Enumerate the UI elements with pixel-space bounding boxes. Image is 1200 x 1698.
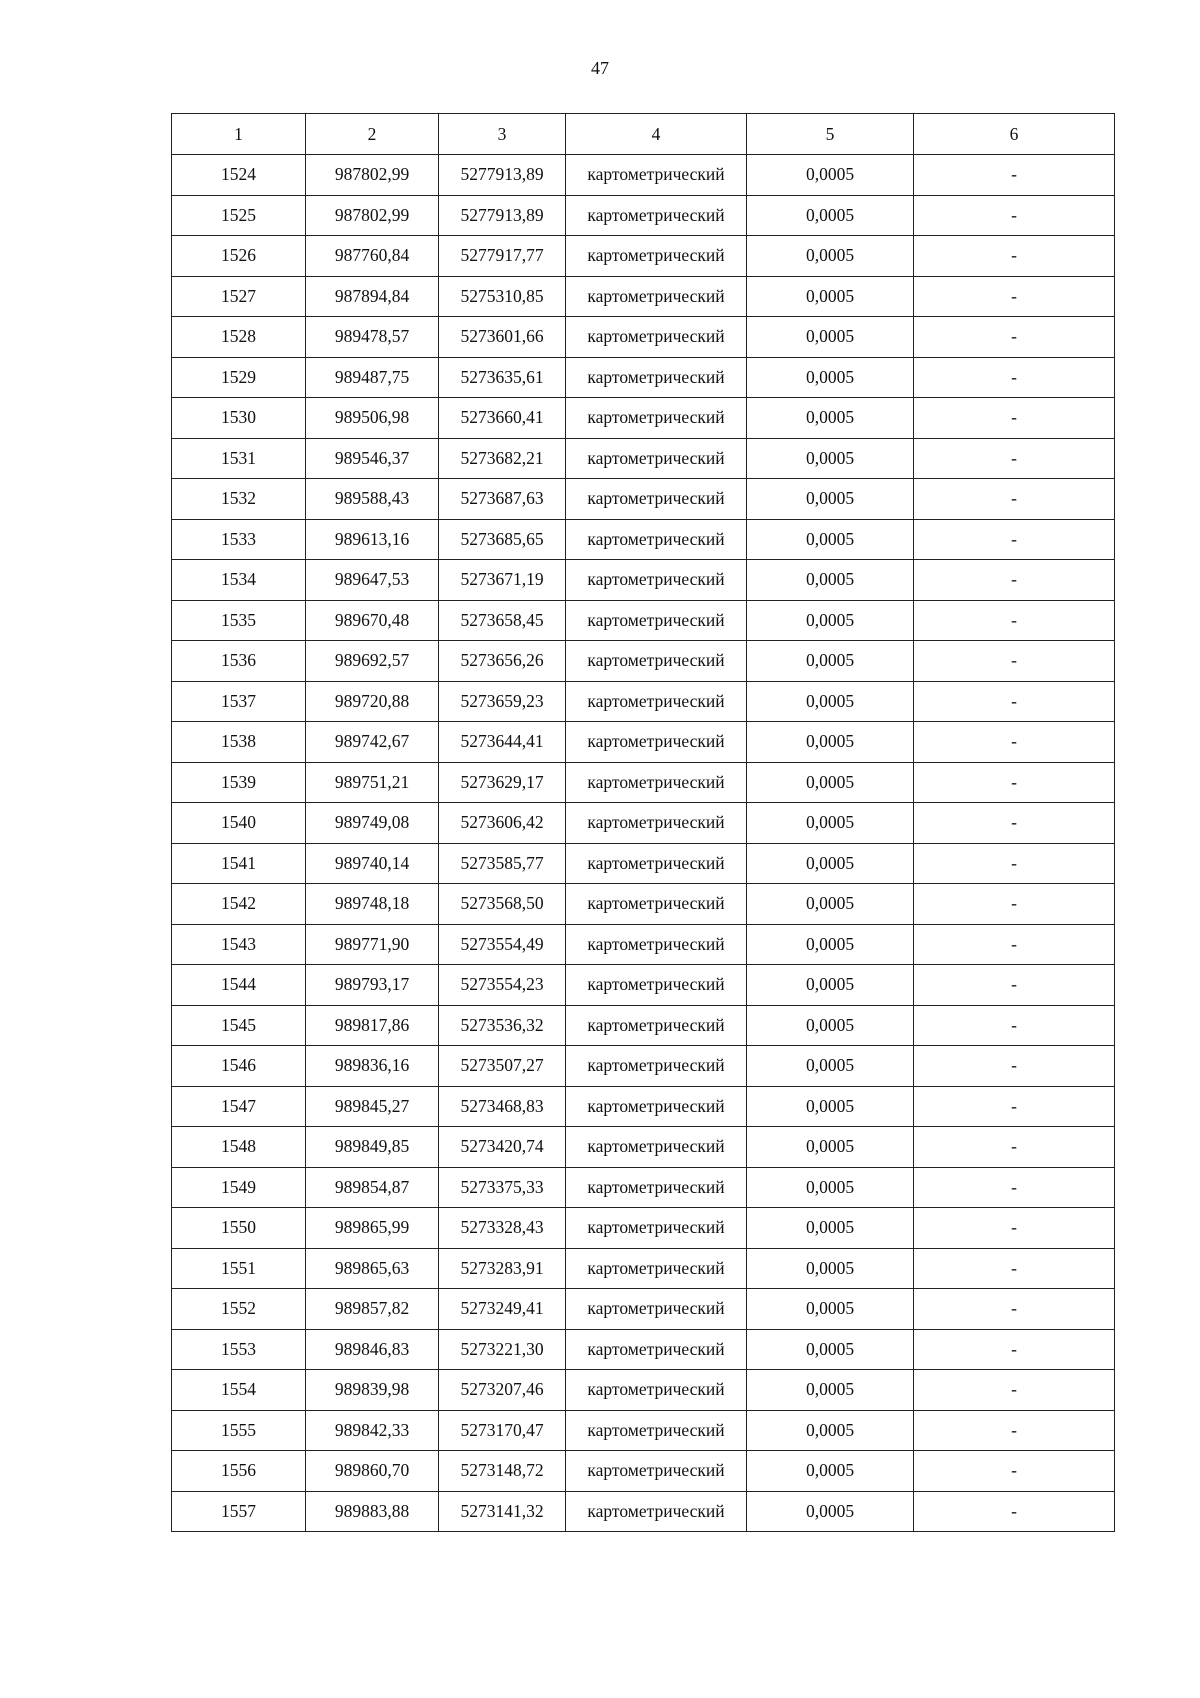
cell-coord-y: 5273568,50 — [439, 884, 566, 925]
cell-point-number: 1550 — [172, 1208, 306, 1249]
cell-point-number: 1544 — [172, 965, 306, 1006]
cell-accuracy: 0,0005 — [747, 317, 914, 358]
cell-method: картометрический — [566, 195, 747, 236]
cell-point-number: 1546 — [172, 1046, 306, 1087]
cell-description: - — [914, 519, 1115, 560]
cell-accuracy: 0,0005 — [747, 1167, 914, 1208]
cell-point-number: 1534 — [172, 560, 306, 601]
cell-coord-y: 5273659,23 — [439, 681, 566, 722]
cell-description: - — [914, 722, 1115, 763]
table-row — [172, 722, 1115, 763]
cell-description: - — [914, 1491, 1115, 1532]
cell-method: картометрический — [566, 1410, 747, 1451]
cell-coord-y: 5273249,41 — [439, 1289, 566, 1330]
cell-description: - — [914, 1208, 1115, 1249]
cell-description: - — [914, 195, 1115, 236]
cell-description: - — [914, 479, 1115, 520]
cell-description: - — [914, 681, 1115, 722]
cell-point-number: 1531 — [172, 438, 306, 479]
cell-coord-x: 989771,90 — [306, 924, 439, 965]
cell-accuracy: 0,0005 — [747, 357, 914, 398]
cell-coord-y: 5273328,43 — [439, 1208, 566, 1249]
table-row — [172, 398, 1115, 439]
cell-point-number: 1527 — [172, 276, 306, 317]
cell-coord-x: 989720,88 — [306, 681, 439, 722]
cell-coord-y: 5277913,89 — [439, 195, 566, 236]
cell-coord-x: 989865,63 — [306, 1248, 439, 1289]
cell-accuracy: 0,0005 — [747, 600, 914, 641]
cell-method: картометрический — [566, 1370, 747, 1411]
table-row — [172, 1167, 1115, 1208]
column-header-6: 6 — [914, 114, 1115, 155]
cell-point-number: 1554 — [172, 1370, 306, 1411]
cell-description: - — [914, 1127, 1115, 1168]
cell-accuracy: 0,0005 — [747, 398, 914, 439]
cell-coord-y: 5273682,21 — [439, 438, 566, 479]
cell-method: картометрический — [566, 681, 747, 722]
cell-coord-y: 5273685,65 — [439, 519, 566, 560]
cell-point-number: 1540 — [172, 803, 306, 844]
cell-point-number: 1533 — [172, 519, 306, 560]
cell-accuracy: 0,0005 — [747, 843, 914, 884]
cell-coord-y: 5273554,23 — [439, 965, 566, 1006]
cell-accuracy: 0,0005 — [747, 1046, 914, 1087]
column-header-3: 3 — [439, 114, 566, 155]
coordinates-table — [171, 113, 1115, 1532]
cell-coord-y: 5273554,49 — [439, 924, 566, 965]
cell-coord-y: 5273635,61 — [439, 357, 566, 398]
table-row — [172, 1491, 1115, 1532]
cell-description: - — [914, 1086, 1115, 1127]
cell-point-number: 1536 — [172, 641, 306, 682]
cell-method: картометрический — [566, 924, 747, 965]
cell-coord-x: 989846,83 — [306, 1329, 439, 1370]
cell-method: картометрический — [566, 519, 747, 560]
cell-coord-x: 989692,57 — [306, 641, 439, 682]
table-row — [172, 1046, 1115, 1087]
cell-coord-x: 989845,27 — [306, 1086, 439, 1127]
column-header-1: 1 — [172, 114, 306, 155]
cell-description: - — [914, 155, 1115, 196]
cell-accuracy: 0,0005 — [747, 1208, 914, 1249]
table-row — [172, 560, 1115, 601]
table-row — [172, 317, 1115, 358]
table-header — [172, 114, 1115, 155]
cell-method: картометрический — [566, 1167, 747, 1208]
cell-accuracy: 0,0005 — [747, 236, 914, 277]
cell-coord-x: 987802,99 — [306, 195, 439, 236]
cell-accuracy: 0,0005 — [747, 519, 914, 560]
cell-method: картометрический — [566, 1127, 747, 1168]
cell-method: картометрический — [566, 722, 747, 763]
cell-coord-y: 5273687,63 — [439, 479, 566, 520]
cell-coord-x: 989670,48 — [306, 600, 439, 641]
cell-description: - — [914, 1289, 1115, 1330]
table-row — [172, 1248, 1115, 1289]
cell-method: картометрический — [566, 236, 747, 277]
cell-description: - — [914, 317, 1115, 358]
cell-accuracy: 0,0005 — [747, 803, 914, 844]
cell-description: - — [914, 803, 1115, 844]
table-row — [172, 884, 1115, 925]
cell-coord-y: 5273141,32 — [439, 1491, 566, 1532]
cell-coord-x: 989748,18 — [306, 884, 439, 925]
cell-coord-y: 5273606,42 — [439, 803, 566, 844]
cell-point-number: 1539 — [172, 762, 306, 803]
table-row — [172, 236, 1115, 277]
cell-description: - — [914, 1046, 1115, 1087]
cell-method: картометрический — [566, 1046, 747, 1087]
table-row — [172, 1410, 1115, 1451]
cell-description: - — [914, 276, 1115, 317]
cell-description: - — [914, 641, 1115, 682]
cell-description: - — [914, 965, 1115, 1006]
table-row — [172, 681, 1115, 722]
cell-description: - — [914, 1410, 1115, 1451]
cell-coord-x: 989860,70 — [306, 1451, 439, 1492]
cell-point-number: 1549 — [172, 1167, 306, 1208]
cell-coord-x: 989857,82 — [306, 1289, 439, 1330]
cell-accuracy: 0,0005 — [747, 1127, 914, 1168]
cell-point-number: 1528 — [172, 317, 306, 358]
cell-coord-x: 987894,84 — [306, 276, 439, 317]
cell-description: - — [914, 600, 1115, 641]
cell-method: картометрический — [566, 317, 747, 358]
cell-accuracy: 0,0005 — [747, 1491, 914, 1532]
cell-point-number: 1555 — [172, 1410, 306, 1451]
cell-coord-y: 5273656,26 — [439, 641, 566, 682]
table-row — [172, 1289, 1115, 1330]
cell-accuracy: 0,0005 — [747, 884, 914, 925]
table-row — [172, 1127, 1115, 1168]
cell-accuracy: 0,0005 — [747, 722, 914, 763]
cell-coord-y: 5273629,17 — [439, 762, 566, 803]
cell-coord-x: 989487,75 — [306, 357, 439, 398]
cell-accuracy: 0,0005 — [747, 1451, 914, 1492]
table-row — [172, 479, 1115, 520]
cell-method: картометрический — [566, 1289, 747, 1330]
table-row — [172, 519, 1115, 560]
cell-accuracy: 0,0005 — [747, 965, 914, 1006]
cell-method: картометрический — [566, 560, 747, 601]
cell-coord-x: 989839,98 — [306, 1370, 439, 1411]
cell-coord-y: 5273644,41 — [439, 722, 566, 763]
cell-point-number: 1530 — [172, 398, 306, 439]
cell-point-number: 1552 — [172, 1289, 306, 1330]
cell-coord-y: 5273660,41 — [439, 398, 566, 439]
cell-coord-x: 989613,16 — [306, 519, 439, 560]
cell-coord-x: 989749,08 — [306, 803, 439, 844]
table-row — [172, 1208, 1115, 1249]
cell-coord-x: 989883,88 — [306, 1491, 439, 1532]
cell-coord-x: 989849,85 — [306, 1127, 439, 1168]
cell-accuracy: 0,0005 — [747, 479, 914, 520]
cell-coord-x: 989740,14 — [306, 843, 439, 884]
cell-method: картометрический — [566, 398, 747, 439]
cell-method: картометрический — [566, 155, 747, 196]
table-row — [172, 1086, 1115, 1127]
table-row — [172, 1005, 1115, 1046]
cell-coord-y: 5273207,46 — [439, 1370, 566, 1411]
cell-coord-x: 989478,57 — [306, 317, 439, 358]
page-number: 47 — [591, 58, 609, 78]
cell-description: - — [914, 1248, 1115, 1289]
cell-description: - — [914, 398, 1115, 439]
cell-coord-x: 989751,21 — [306, 762, 439, 803]
cell-coord-y: 5273536,32 — [439, 1005, 566, 1046]
cell-coord-y: 5273148,72 — [439, 1451, 566, 1492]
cell-coord-x: 989865,99 — [306, 1208, 439, 1249]
column-header-5: 5 — [747, 114, 914, 155]
cell-coord-x: 989588,43 — [306, 479, 439, 520]
cell-accuracy: 0,0005 — [747, 641, 914, 682]
cell-method: картометрический — [566, 438, 747, 479]
cell-coord-x: 989506,98 — [306, 398, 439, 439]
cell-point-number: 1535 — [172, 600, 306, 641]
table-row — [172, 438, 1115, 479]
cell-method: картометрический — [566, 1086, 747, 1127]
cell-coord-x: 989817,86 — [306, 1005, 439, 1046]
cell-coord-y: 5273658,45 — [439, 600, 566, 641]
table-row — [172, 965, 1115, 1006]
cell-accuracy: 0,0005 — [747, 1005, 914, 1046]
cell-method: картометрический — [566, 1451, 747, 1492]
cell-accuracy: 0,0005 — [747, 1370, 914, 1411]
cell-accuracy: 0,0005 — [747, 560, 914, 601]
cell-method: картометрический — [566, 1005, 747, 1046]
cell-accuracy: 0,0005 — [747, 1289, 914, 1330]
cell-accuracy: 0,0005 — [747, 762, 914, 803]
cell-accuracy: 0,0005 — [747, 155, 914, 196]
column-header-4: 4 — [566, 114, 747, 155]
cell-description: - — [914, 1370, 1115, 1411]
cell-point-number: 1547 — [172, 1086, 306, 1127]
cell-coord-y: 5273585,77 — [439, 843, 566, 884]
cell-coord-x: 989546,37 — [306, 438, 439, 479]
cell-coord-x: 987802,99 — [306, 155, 439, 196]
cell-coord-y: 5277917,77 — [439, 236, 566, 277]
cell-method: картометрический — [566, 357, 747, 398]
cell-method: картометрический — [566, 762, 747, 803]
cell-accuracy: 0,0005 — [747, 681, 914, 722]
cell-point-number: 1551 — [172, 1248, 306, 1289]
cell-description: - — [914, 1005, 1115, 1046]
cell-coord-y: 5273671,19 — [439, 560, 566, 601]
cell-coord-x: 989647,53 — [306, 560, 439, 601]
cell-description: - — [914, 1167, 1115, 1208]
cell-coord-x: 987760,84 — [306, 236, 439, 277]
cell-accuracy: 0,0005 — [747, 1248, 914, 1289]
table-row — [172, 843, 1115, 884]
cell-point-number: 1537 — [172, 681, 306, 722]
cell-coord-y: 5273283,91 — [439, 1248, 566, 1289]
cell-method: картометрический — [566, 884, 747, 925]
cell-description: - — [914, 924, 1115, 965]
cell-accuracy: 0,0005 — [747, 276, 914, 317]
cell-coord-x: 989842,33 — [306, 1410, 439, 1451]
cell-point-number: 1543 — [172, 924, 306, 965]
cell-method: картометрический — [566, 1208, 747, 1249]
cell-coord-x: 989854,87 — [306, 1167, 439, 1208]
cell-coord-y: 5273170,47 — [439, 1410, 566, 1451]
cell-coord-x: 989836,16 — [306, 1046, 439, 1087]
cell-accuracy: 0,0005 — [747, 1086, 914, 1127]
table-row — [172, 803, 1115, 844]
cell-description: - — [914, 843, 1115, 884]
cell-point-number: 1556 — [172, 1451, 306, 1492]
table-row — [172, 357, 1115, 398]
cell-method: картометрический — [566, 965, 747, 1006]
cell-description: - — [914, 884, 1115, 925]
cell-method: картометрический — [566, 803, 747, 844]
table-row — [172, 924, 1115, 965]
cell-description: - — [914, 1451, 1115, 1492]
column-header-2: 2 — [306, 114, 439, 155]
cell-accuracy: 0,0005 — [747, 1410, 914, 1451]
cell-description: - — [914, 762, 1115, 803]
cell-point-number: 1541 — [172, 843, 306, 884]
cell-accuracy: 0,0005 — [747, 1329, 914, 1370]
cell-point-number: 1548 — [172, 1127, 306, 1168]
table-row — [172, 1451, 1115, 1492]
cell-point-number: 1538 — [172, 722, 306, 763]
cell-accuracy: 0,0005 — [747, 438, 914, 479]
cell-method: картометрический — [566, 276, 747, 317]
cell-description: - — [914, 1329, 1115, 1370]
cell-method: картометрический — [566, 479, 747, 520]
cell-coord-y: 5273221,30 — [439, 1329, 566, 1370]
cell-point-number: 1553 — [172, 1329, 306, 1370]
cell-point-number: 1557 — [172, 1491, 306, 1532]
cell-point-number: 1542 — [172, 884, 306, 925]
cell-coord-x: 989742,67 — [306, 722, 439, 763]
cell-coord-y: 5273420,74 — [439, 1127, 566, 1168]
cell-point-number: 1526 — [172, 236, 306, 277]
cell-description: - — [914, 560, 1115, 601]
cell-point-number: 1525 — [172, 195, 306, 236]
cell-point-number: 1529 — [172, 357, 306, 398]
cell-method: картометрический — [566, 641, 747, 682]
cell-coord-y: 5273601,66 — [439, 317, 566, 358]
table-row — [172, 600, 1115, 641]
cell-description: - — [914, 438, 1115, 479]
cell-coord-y: 5273507,27 — [439, 1046, 566, 1087]
cell-point-number: 1532 — [172, 479, 306, 520]
table-row — [172, 641, 1115, 682]
header-row — [172, 114, 1115, 155]
cell-coord-x: 989793,17 — [306, 965, 439, 1006]
table-row — [172, 1329, 1115, 1370]
table-row — [172, 276, 1115, 317]
cell-description: - — [914, 357, 1115, 398]
table-row — [172, 762, 1115, 803]
cell-point-number: 1545 — [172, 1005, 306, 1046]
cell-coord-y: 5275310,85 — [439, 276, 566, 317]
table-body — [172, 155, 1115, 1532]
cell-coord-y: 5273468,83 — [439, 1086, 566, 1127]
cell-method: картометрический — [566, 1491, 747, 1532]
table-row — [172, 1370, 1115, 1411]
cell-method: картометрический — [566, 1248, 747, 1289]
table-row — [172, 155, 1115, 196]
table-row — [172, 195, 1115, 236]
cell-method: картометрический — [566, 843, 747, 884]
cell-coord-y: 5273375,33 — [439, 1167, 566, 1208]
cell-method: картометрический — [566, 600, 747, 641]
cell-method: картометрический — [566, 1329, 747, 1370]
cell-coord-y: 5277913,89 — [439, 155, 566, 196]
cell-accuracy: 0,0005 — [747, 195, 914, 236]
cell-point-number: 1524 — [172, 155, 306, 196]
cell-description: - — [914, 236, 1115, 277]
cell-accuracy: 0,0005 — [747, 924, 914, 965]
